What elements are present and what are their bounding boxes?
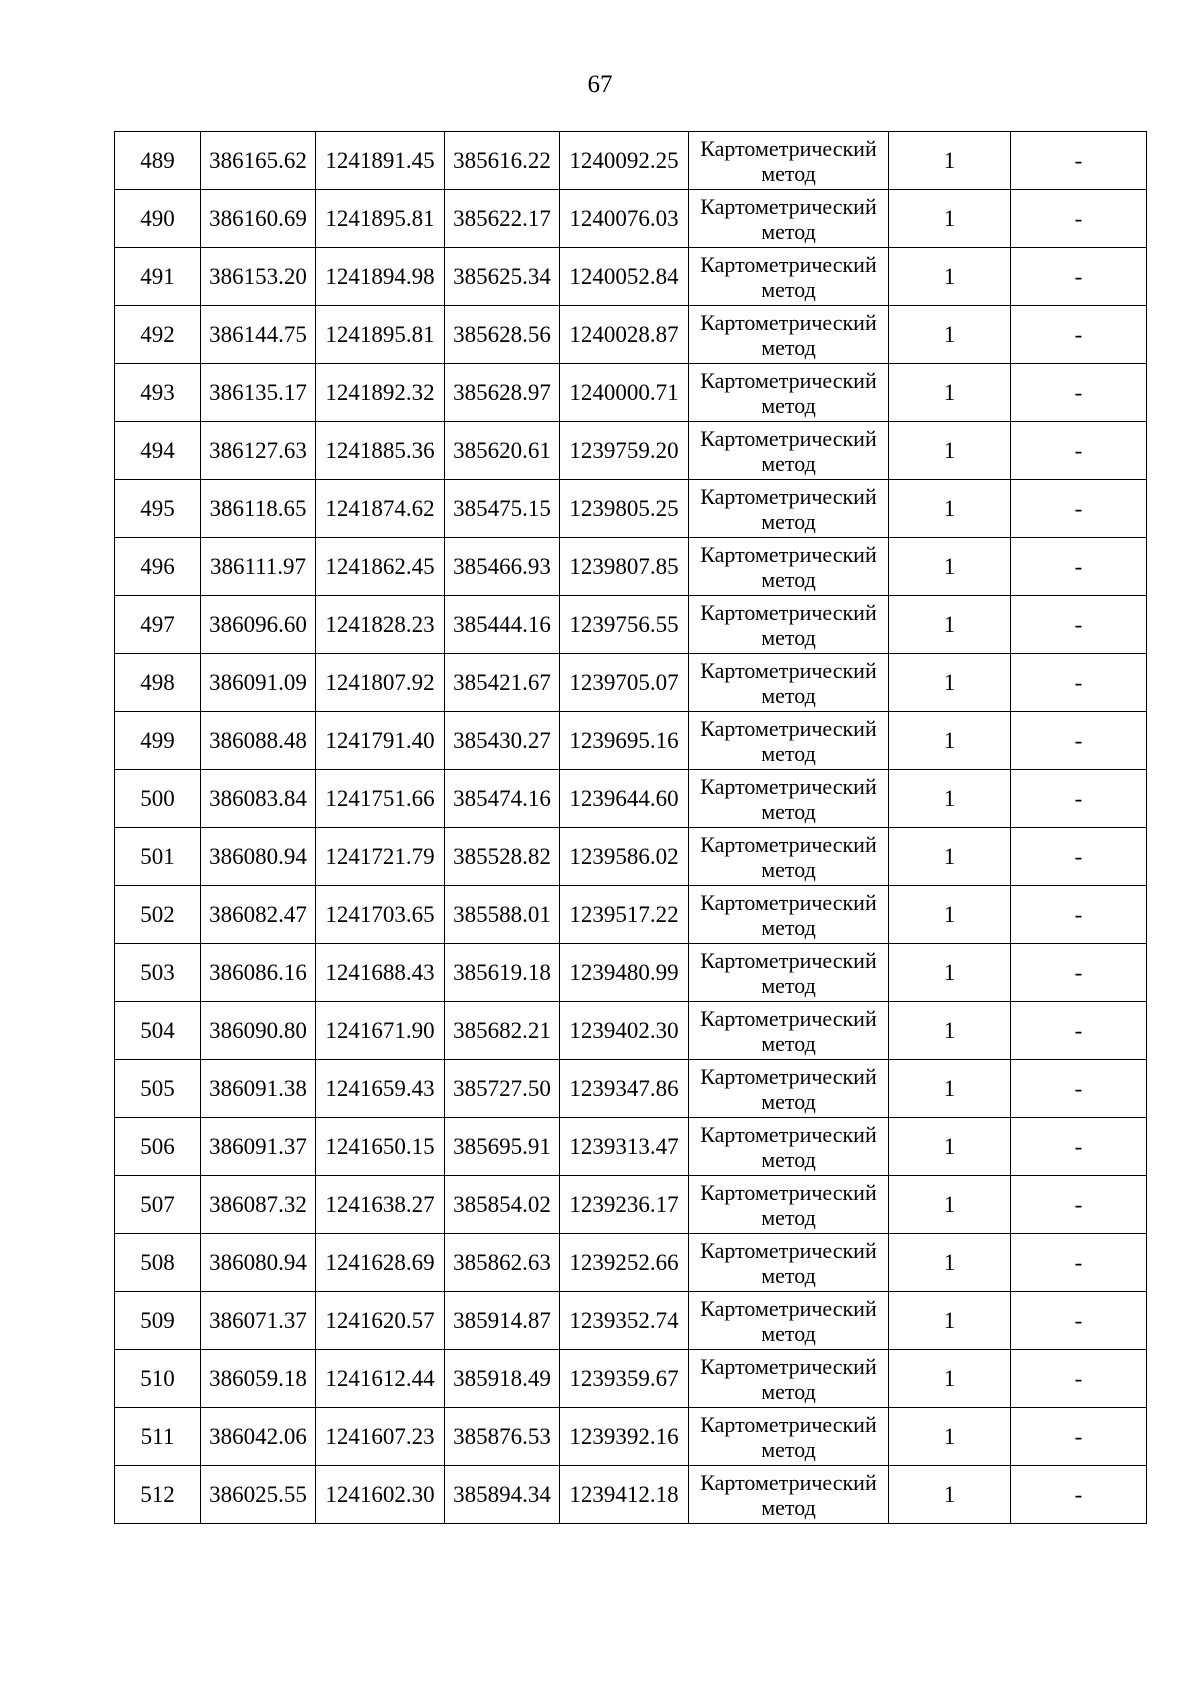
- x2-coordinate-cell: 385628.97: [445, 364, 560, 422]
- y1-coordinate-cell: 1241620.57: [316, 1292, 445, 1350]
- x2-coordinate-cell: 385918.49: [445, 1350, 560, 1408]
- value-cell: 1: [889, 132, 1011, 190]
- y1-coordinate-cell: 1241885.36: [316, 422, 445, 480]
- note-cell: -: [1011, 886, 1147, 944]
- value-cell: 1: [889, 1234, 1011, 1292]
- x2-coordinate-cell: 385625.34: [445, 248, 560, 306]
- x1-coordinate-cell: 386059.18: [201, 1350, 316, 1408]
- value-cell: 1: [889, 190, 1011, 248]
- y1-coordinate-cell: 1241751.66: [316, 770, 445, 828]
- point-number-cell: 504: [115, 1002, 201, 1060]
- x2-coordinate-cell: 385862.63: [445, 1234, 560, 1292]
- table-row: [115, 712, 1147, 770]
- method-cell: Картометрический метод: [689, 364, 889, 422]
- y2-coordinate-cell: 1239644.60: [560, 770, 689, 828]
- y1-coordinate-cell: 1241895.81: [316, 306, 445, 364]
- note-cell: -: [1011, 306, 1147, 364]
- point-number-cell: 506: [115, 1118, 201, 1176]
- point-number-cell: 497: [115, 596, 201, 654]
- x2-coordinate-cell: 385616.22: [445, 132, 560, 190]
- y1-coordinate-cell: 1241612.44: [316, 1350, 445, 1408]
- method-cell: Картометрический метод: [689, 886, 889, 944]
- value-cell: 1: [889, 770, 1011, 828]
- y2-coordinate-cell: 1239402.30: [560, 1002, 689, 1060]
- x1-coordinate-cell: 386091.09: [201, 654, 316, 712]
- y2-coordinate-cell: 1240028.87: [560, 306, 689, 364]
- x2-coordinate-cell: 385914.87: [445, 1292, 560, 1350]
- table-row: [115, 1292, 1147, 1350]
- method-cell: Картометрический метод: [689, 596, 889, 654]
- y1-coordinate-cell: 1241862.45: [316, 538, 445, 596]
- table-row: [115, 1176, 1147, 1234]
- x2-coordinate-cell: 385682.21: [445, 1002, 560, 1060]
- table-row: [115, 1234, 1147, 1292]
- note-cell: -: [1011, 364, 1147, 422]
- table-body: [115, 132, 1147, 1524]
- method-cell: Картометрический метод: [689, 1350, 889, 1408]
- table-row: [115, 480, 1147, 538]
- note-cell: -: [1011, 132, 1147, 190]
- y2-coordinate-cell: 1239695.16: [560, 712, 689, 770]
- table-row: [115, 1060, 1147, 1118]
- note-cell: -: [1011, 596, 1147, 654]
- y2-coordinate-cell: 1239805.25: [560, 480, 689, 538]
- x2-coordinate-cell: 385430.27: [445, 712, 560, 770]
- x2-coordinate-cell: 385894.34: [445, 1466, 560, 1524]
- table-row: [115, 828, 1147, 886]
- value-cell: 1: [889, 828, 1011, 886]
- table-row: [115, 1466, 1147, 1524]
- y1-coordinate-cell: 1241650.15: [316, 1118, 445, 1176]
- point-number-cell: 491: [115, 248, 201, 306]
- note-cell: -: [1011, 480, 1147, 538]
- y2-coordinate-cell: 1239313.47: [560, 1118, 689, 1176]
- value-cell: 1: [889, 1002, 1011, 1060]
- table-row: [115, 306, 1147, 364]
- x2-coordinate-cell: 385876.53: [445, 1408, 560, 1466]
- y2-coordinate-cell: 1240000.71: [560, 364, 689, 422]
- point-number-cell: 508: [115, 1234, 201, 1292]
- value-cell: 1: [889, 1350, 1011, 1408]
- point-number-cell: 496: [115, 538, 201, 596]
- x1-coordinate-cell: 386091.38: [201, 1060, 316, 1118]
- value-cell: 1: [889, 1292, 1011, 1350]
- method-cell: Картометрический метод: [689, 538, 889, 596]
- y2-coordinate-cell: 1239756.55: [560, 596, 689, 654]
- value-cell: 1: [889, 712, 1011, 770]
- method-cell: Картометрический метод: [689, 1292, 889, 1350]
- x2-coordinate-cell: 385528.82: [445, 828, 560, 886]
- point-number-cell: 503: [115, 944, 201, 1002]
- y2-coordinate-cell: 1240092.25: [560, 132, 689, 190]
- note-cell: -: [1011, 828, 1147, 886]
- method-cell: Картометрический метод: [689, 1176, 889, 1234]
- point-number-cell: 509: [115, 1292, 201, 1350]
- value-cell: 1: [889, 480, 1011, 538]
- x2-coordinate-cell: 385475.15: [445, 480, 560, 538]
- value-cell: 1: [889, 306, 1011, 364]
- y1-coordinate-cell: 1241671.90: [316, 1002, 445, 1060]
- y1-coordinate-cell: 1241895.81: [316, 190, 445, 248]
- x1-coordinate-cell: 386025.55: [201, 1466, 316, 1524]
- point-number-cell: 490: [115, 190, 201, 248]
- point-number-cell: 510: [115, 1350, 201, 1408]
- method-cell: Картометрический метод: [689, 480, 889, 538]
- x2-coordinate-cell: 385628.56: [445, 306, 560, 364]
- y2-coordinate-cell: 1239412.18: [560, 1466, 689, 1524]
- x1-coordinate-cell: 386090.80: [201, 1002, 316, 1060]
- point-number-cell: 493: [115, 364, 201, 422]
- method-cell: Картометрический метод: [689, 1118, 889, 1176]
- x1-coordinate-cell: 386091.37: [201, 1118, 316, 1176]
- note-cell: -: [1011, 248, 1147, 306]
- note-cell: -: [1011, 538, 1147, 596]
- value-cell: 1: [889, 364, 1011, 422]
- note-cell: -: [1011, 654, 1147, 712]
- value-cell: 1: [889, 1176, 1011, 1234]
- method-cell: Картометрический метод: [689, 770, 889, 828]
- method-cell: Картометрический метод: [689, 1002, 889, 1060]
- y1-coordinate-cell: 1241828.23: [316, 596, 445, 654]
- point-number-cell: 507: [115, 1176, 201, 1234]
- note-cell: -: [1011, 1118, 1147, 1176]
- x1-coordinate-cell: 386165.62: [201, 132, 316, 190]
- y2-coordinate-cell: 1239347.86: [560, 1060, 689, 1118]
- point-number-cell: 495: [115, 480, 201, 538]
- note-cell: -: [1011, 422, 1147, 480]
- y1-coordinate-cell: 1241703.65: [316, 886, 445, 944]
- x2-coordinate-cell: 385620.61: [445, 422, 560, 480]
- x1-coordinate-cell: 386153.20: [201, 248, 316, 306]
- value-cell: 1: [889, 596, 1011, 654]
- y1-coordinate-cell: 1241874.62: [316, 480, 445, 538]
- x2-coordinate-cell: 385474.16: [445, 770, 560, 828]
- y1-coordinate-cell: 1241628.69: [316, 1234, 445, 1292]
- y1-coordinate-cell: 1241807.92: [316, 654, 445, 712]
- method-cell: Картометрический метод: [689, 422, 889, 480]
- y1-coordinate-cell: 1241721.79: [316, 828, 445, 886]
- method-cell: Картометрический метод: [689, 132, 889, 190]
- table-row: [115, 248, 1147, 306]
- value-cell: 1: [889, 1060, 1011, 1118]
- table-row: [115, 654, 1147, 712]
- point-number-cell: 505: [115, 1060, 201, 1118]
- x2-coordinate-cell: 385619.18: [445, 944, 560, 1002]
- x1-coordinate-cell: 386083.84: [201, 770, 316, 828]
- y2-coordinate-cell: 1240076.03: [560, 190, 689, 248]
- x2-coordinate-cell: 385854.02: [445, 1176, 560, 1234]
- table-row: [115, 770, 1147, 828]
- y1-coordinate-cell: 1241891.45: [316, 132, 445, 190]
- y2-coordinate-cell: 1239480.99: [560, 944, 689, 1002]
- method-cell: Картометрический метод: [689, 712, 889, 770]
- x2-coordinate-cell: 385622.17: [445, 190, 560, 248]
- value-cell: 1: [889, 1408, 1011, 1466]
- method-cell: Картометрический метод: [689, 190, 889, 248]
- point-number-cell: 511: [115, 1408, 201, 1466]
- x1-coordinate-cell: 386111.97: [201, 538, 316, 596]
- note-cell: -: [1011, 1292, 1147, 1350]
- x2-coordinate-cell: 385588.01: [445, 886, 560, 944]
- method-cell: Картометрический метод: [689, 1060, 889, 1118]
- note-cell: -: [1011, 1176, 1147, 1234]
- method-cell: Картометрический метод: [689, 654, 889, 712]
- y2-coordinate-cell: 1239252.66: [560, 1234, 689, 1292]
- value-cell: 1: [889, 248, 1011, 306]
- x1-coordinate-cell: 386080.94: [201, 828, 316, 886]
- y2-coordinate-cell: 1239352.74: [560, 1292, 689, 1350]
- method-cell: Картометрический метод: [689, 306, 889, 364]
- table-row: [115, 422, 1147, 480]
- method-cell: Картометрический метод: [689, 248, 889, 306]
- x2-coordinate-cell: 385421.67: [445, 654, 560, 712]
- y1-coordinate-cell: 1241892.32: [316, 364, 445, 422]
- table-row: [115, 1350, 1147, 1408]
- x1-coordinate-cell: 386144.75: [201, 306, 316, 364]
- table-row: [115, 132, 1147, 190]
- x1-coordinate-cell: 386087.32: [201, 1176, 316, 1234]
- table-row: [115, 886, 1147, 944]
- value-cell: 1: [889, 1118, 1011, 1176]
- table-row: [115, 1408, 1147, 1466]
- y1-coordinate-cell: 1241894.98: [316, 248, 445, 306]
- y2-coordinate-cell: 1239517.22: [560, 886, 689, 944]
- value-cell: 1: [889, 886, 1011, 944]
- y1-coordinate-cell: 1241659.43: [316, 1060, 445, 1118]
- method-cell: Картометрический метод: [689, 944, 889, 1002]
- table-row: [115, 538, 1147, 596]
- y2-coordinate-cell: 1239392.16: [560, 1408, 689, 1466]
- x1-coordinate-cell: 386160.69: [201, 190, 316, 248]
- y1-coordinate-cell: 1241638.27: [316, 1176, 445, 1234]
- value-cell: 1: [889, 654, 1011, 712]
- point-number-cell: 512: [115, 1466, 201, 1524]
- x1-coordinate-cell: 386088.48: [201, 712, 316, 770]
- y2-coordinate-cell: 1239759.20: [560, 422, 689, 480]
- y1-coordinate-cell: 1241688.43: [316, 944, 445, 1002]
- value-cell: 1: [889, 538, 1011, 596]
- value-cell: 1: [889, 1466, 1011, 1524]
- x1-coordinate-cell: 386118.65: [201, 480, 316, 538]
- point-number-cell: 492: [115, 306, 201, 364]
- x1-coordinate-cell: 386042.06: [201, 1408, 316, 1466]
- y1-coordinate-cell: 1241602.30: [316, 1466, 445, 1524]
- x2-coordinate-cell: 385444.16: [445, 596, 560, 654]
- point-number-cell: 500: [115, 770, 201, 828]
- note-cell: -: [1011, 1234, 1147, 1292]
- method-cell: Картометрический метод: [689, 1466, 889, 1524]
- x1-coordinate-cell: 386080.94: [201, 1234, 316, 1292]
- page-number: 67: [587, 71, 613, 98]
- x2-coordinate-cell: 385466.93: [445, 538, 560, 596]
- table-row: [115, 944, 1147, 1002]
- note-cell: -: [1011, 770, 1147, 828]
- x1-coordinate-cell: 386082.47: [201, 886, 316, 944]
- note-cell: -: [1011, 712, 1147, 770]
- note-cell: -: [1011, 1408, 1147, 1466]
- y2-coordinate-cell: 1239236.17: [560, 1176, 689, 1234]
- y1-coordinate-cell: 1241607.23: [316, 1408, 445, 1466]
- value-cell: 1: [889, 944, 1011, 1002]
- x2-coordinate-cell: 385727.50: [445, 1060, 560, 1118]
- table-row: [115, 364, 1147, 422]
- table-row: [115, 1118, 1147, 1176]
- value-cell: 1: [889, 422, 1011, 480]
- x2-coordinate-cell: 385695.91: [445, 1118, 560, 1176]
- table-row: [115, 190, 1147, 248]
- point-number-cell: 502: [115, 886, 201, 944]
- x1-coordinate-cell: 386071.37: [201, 1292, 316, 1350]
- x1-coordinate-cell: 386096.60: [201, 596, 316, 654]
- point-number-cell: 494: [115, 422, 201, 480]
- method-cell: Картометрический метод: [689, 828, 889, 886]
- point-number-cell: 489: [115, 132, 201, 190]
- note-cell: -: [1011, 1466, 1147, 1524]
- method-cell: Картометрический метод: [689, 1408, 889, 1466]
- y2-coordinate-cell: 1239586.02: [560, 828, 689, 886]
- note-cell: -: [1011, 944, 1147, 1002]
- point-number-cell: 499: [115, 712, 201, 770]
- y2-coordinate-cell: 1239359.67: [560, 1350, 689, 1408]
- x1-coordinate-cell: 386135.17: [201, 364, 316, 422]
- y2-coordinate-cell: 1240052.84: [560, 248, 689, 306]
- coordinates-table: [114, 131, 1147, 1524]
- note-cell: -: [1011, 1002, 1147, 1060]
- y1-coordinate-cell: 1241791.40: [316, 712, 445, 770]
- x1-coordinate-cell: 386127.63: [201, 422, 316, 480]
- x1-coordinate-cell: 386086.16: [201, 944, 316, 1002]
- table-row: [115, 596, 1147, 654]
- method-cell: Картометрический метод: [689, 1234, 889, 1292]
- note-cell: -: [1011, 190, 1147, 248]
- point-number-cell: 498: [115, 654, 201, 712]
- y2-coordinate-cell: 1239807.85: [560, 538, 689, 596]
- y2-coordinate-cell: 1239705.07: [560, 654, 689, 712]
- table-row: [115, 1002, 1147, 1060]
- note-cell: -: [1011, 1060, 1147, 1118]
- note-cell: -: [1011, 1350, 1147, 1408]
- point-number-cell: 501: [115, 828, 201, 886]
